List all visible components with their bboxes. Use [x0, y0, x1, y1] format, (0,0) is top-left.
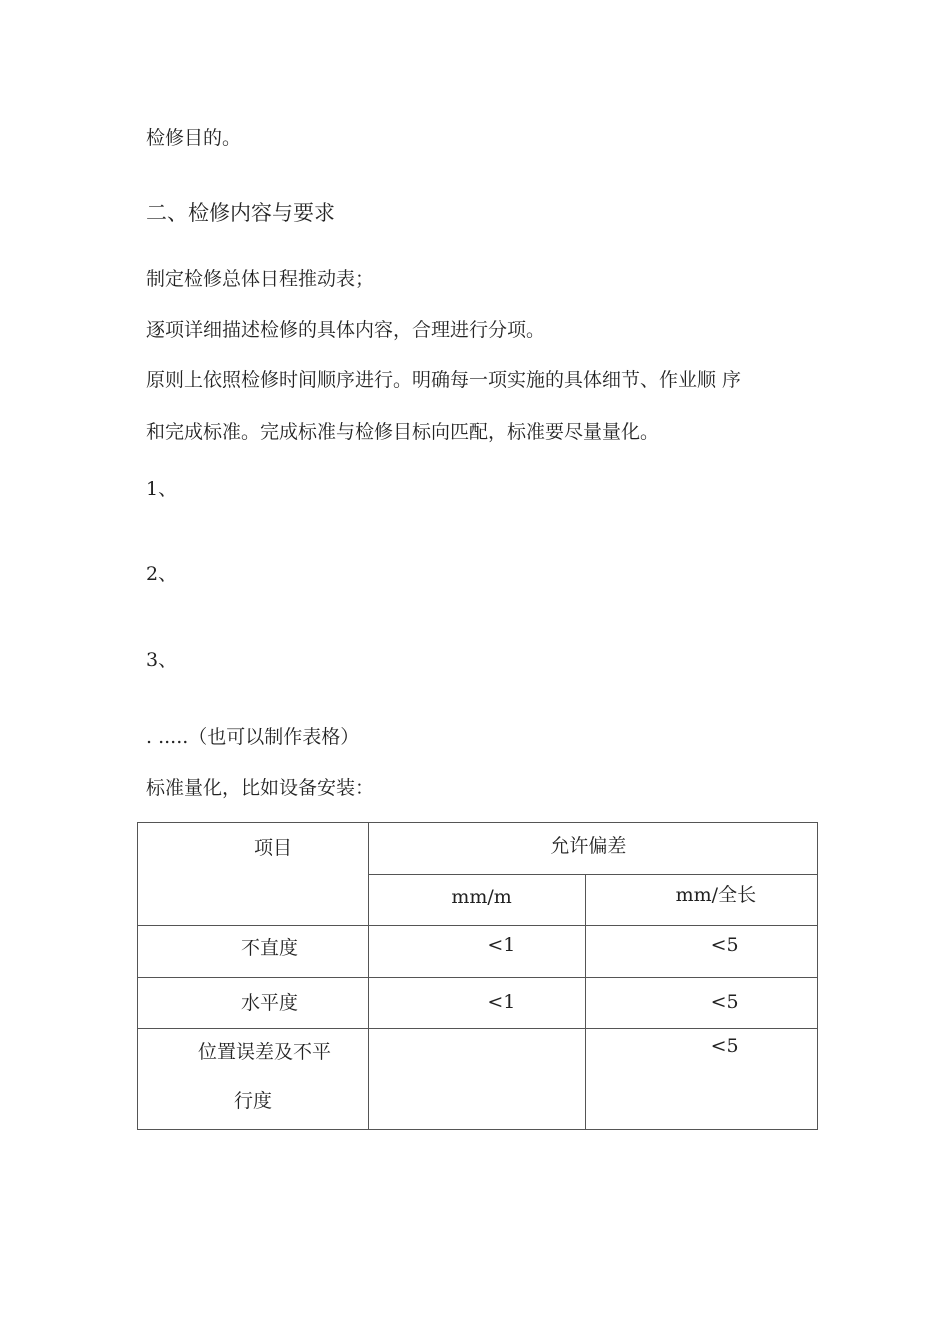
subheader-mm-per-m: mm/m — [451, 886, 512, 908]
list-item-2: 2、 — [146, 563, 178, 585]
paragraph-principle-line2: 和完成标准。完成标准与检修目标向匹配，标准要尽量量化。 — [146, 421, 660, 443]
header-item-cell — [138, 823, 369, 926]
list-item-3: 3、 — [146, 649, 178, 671]
header-group: 允许偏差 — [550, 835, 627, 857]
section-heading: 二、检修内容与要求 — [146, 201, 335, 225]
row-label: 水平度 — [241, 992, 299, 1014]
subheader-mm-full-cell — [585, 875, 817, 926]
subheader-mm-full-length: mm/全长 — [675, 884, 757, 906]
row-value-mm-per-m: <1 — [487, 934, 516, 956]
paragraph-quantify: 标准量化，比如设备安装： — [146, 777, 375, 799]
paragraph-details: 逐项详细描述检修的具体内容，合理进行分项。 — [146, 319, 546, 341]
paragraph-purpose: 检修目的。 — [146, 127, 242, 149]
header-group-cell — [369, 823, 818, 875]
table-row — [138, 1029, 818, 1130]
paragraph-table-hint: . .....（也可以制作表格） — [146, 726, 360, 748]
list-item-1: 1、 — [146, 478, 178, 500]
row-label: 不直度 — [241, 937, 299, 959]
table-row — [138, 926, 818, 978]
tolerance-table — [137, 822, 818, 1130]
header-item: 项目 — [254, 837, 293, 859]
table-row — [138, 978, 818, 1029]
row-value-mm-full-length: <5 — [710, 1035, 739, 1057]
row-value-mm-full-length: <5 — [710, 991, 739, 1013]
subheader-mm-per-m-cell — [369, 875, 585, 926]
row-label-line1: 位置误差及不平 — [198, 1041, 332, 1063]
row-value-mm-full-length: <5 — [710, 934, 739, 956]
row-label-line2: 行度 — [234, 1090, 273, 1112]
paragraph-schedule: 制定检修总体日程推动表； — [146, 268, 375, 290]
paragraph-principle-line1: 原则上依照检修时间顺序进行。明确每一项实施的具体细节、作业顺 序 — [146, 369, 742, 391]
row-value-mm-per-m: <1 — [487, 991, 516, 1013]
